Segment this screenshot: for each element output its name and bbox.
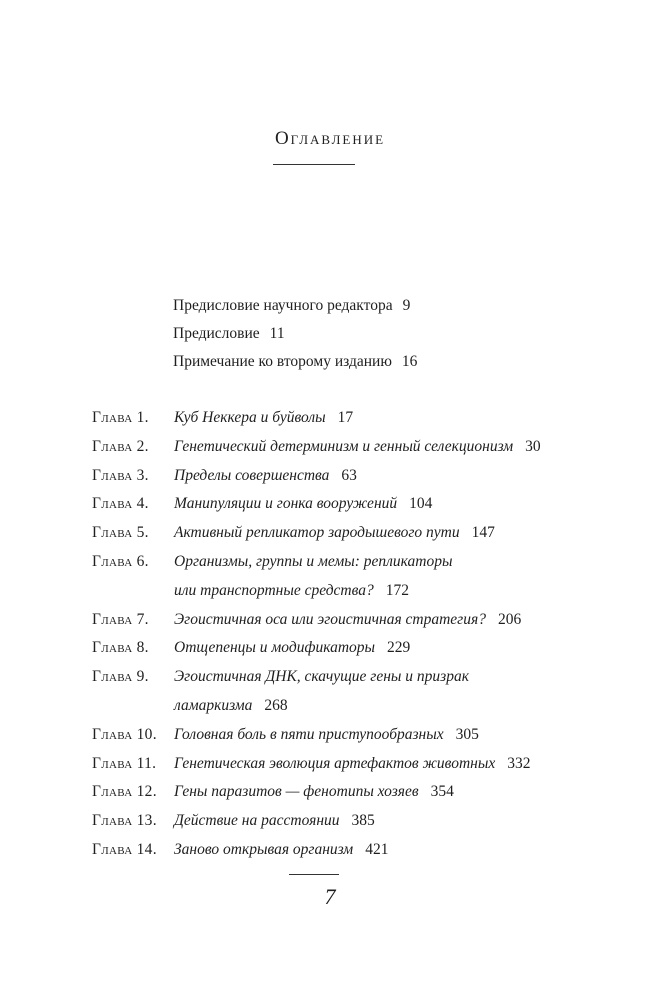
title-divider bbox=[273, 164, 355, 165]
chapter-label: Глава 7. bbox=[92, 610, 149, 628]
chapter-page: 385 bbox=[351, 812, 375, 830]
chapter-page: 30 bbox=[525, 437, 541, 455]
chapter-label: Глава 14. bbox=[92, 840, 157, 858]
chapter-label: Глава 1. bbox=[92, 409, 149, 426]
chapter-label: Глава 11. bbox=[92, 754, 157, 772]
chapter-title: Гены паразитов — фенотипы хозяев bbox=[174, 783, 419, 801]
chapter-title: Активный репликатор зародышевого пути bbox=[174, 524, 460, 542]
chapter-title: Манипуляции и гонка вооружений bbox=[174, 495, 398, 513]
front-matter-title: Предисловие научного редактора bbox=[173, 297, 393, 314]
chapter-page: 332 bbox=[507, 754, 531, 772]
chapter-title: Действие на расстоянии bbox=[174, 812, 340, 830]
chapter-page: 17 bbox=[337, 409, 354, 426]
front-matter-page: 11 bbox=[269, 325, 285, 342]
chapter-entry[interactable] bbox=[92, 634, 612, 663]
page-number: 7 bbox=[324, 884, 336, 909]
chapter-title: Эгоистичная оса или эгоистичная стратегия? bbox=[174, 610, 486, 628]
chapter-label: Глава 10. bbox=[92, 725, 157, 743]
chapter-page: 354 bbox=[430, 783, 454, 801]
chapter-title: Головная боль в пяти приступообразных bbox=[174, 725, 444, 743]
chapter-title: Куб Неккера и буйволы bbox=[174, 409, 326, 426]
chapter-entry[interactable] bbox=[92, 462, 612, 491]
chapter-page: 206 bbox=[497, 610, 522, 628]
chapter-label: Глава 12. bbox=[92, 783, 157, 801]
chapter-title-continued: или транспортные средства? bbox=[174, 581, 374, 599]
chapter-title: Генетическая эволюция артефактов животных bbox=[174, 754, 496, 772]
chapter-page: 229 bbox=[387, 639, 411, 657]
chapter-label: Глава 2. bbox=[92, 437, 149, 455]
chapter-entry[interactable] bbox=[92, 721, 612, 750]
chapter-label: Глава 9. bbox=[92, 668, 149, 686]
chapter-label: Глава 13. bbox=[92, 812, 157, 830]
chapter-title: Пределы совершенства bbox=[174, 466, 330, 484]
chapter-title: Эгоистичная ДНК, скачущие гены и призрак bbox=[174, 668, 469, 686]
chapter-title: Организмы, группы и мемы: репликаторы bbox=[174, 552, 453, 570]
chapter-page: 147 bbox=[471, 524, 495, 542]
chapter-entry[interactable] bbox=[92, 404, 612, 433]
chapter-label: Глава 6. bbox=[92, 552, 149, 570]
page-number-divider bbox=[289, 874, 339, 875]
front-matter-title: Предисловие bbox=[173, 325, 260, 342]
front-matter-page: 16 bbox=[401, 353, 418, 370]
front-matter-page: 9 bbox=[402, 297, 411, 314]
chapter-label: Глава 5. bbox=[92, 524, 149, 542]
chapter-entry[interactable] bbox=[92, 778, 612, 807]
front-matter-list bbox=[173, 292, 417, 376]
page-title: Оглавление bbox=[274, 128, 386, 149]
chapter-page: 104 bbox=[409, 495, 433, 513]
chapter-entry[interactable] bbox=[92, 663, 612, 721]
chapter-title: Заново открывая организм bbox=[174, 840, 354, 858]
chapter-title: Отщепенцы и модификаторы bbox=[174, 639, 376, 657]
chapter-list bbox=[92, 404, 612, 865]
chapter-entry[interactable] bbox=[92, 519, 612, 548]
chapter-page: 63 bbox=[341, 466, 357, 484]
chapter-entry[interactable] bbox=[92, 606, 612, 635]
front-matter-item[interactable] bbox=[173, 348, 417, 376]
chapter-entry[interactable] bbox=[92, 490, 612, 519]
chapter-title-continued: ламаркизма bbox=[174, 696, 253, 714]
front-matter-title: Примечание ко второму изданию bbox=[173, 353, 392, 370]
chapter-page: 421 bbox=[365, 840, 389, 858]
chapter-label: Глава 8. bbox=[92, 639, 149, 657]
chapter-page: 305 bbox=[455, 725, 479, 743]
chapter-entry[interactable] bbox=[92, 807, 612, 836]
chapter-label: Глава 3. bbox=[92, 466, 149, 484]
chapter-entry[interactable] bbox=[92, 548, 612, 606]
chapter-entry[interactable] bbox=[92, 433, 612, 462]
chapter-label: Глава 4. bbox=[92, 495, 149, 513]
chapter-page: 268 bbox=[264, 696, 288, 714]
chapter-entry[interactable] bbox=[92, 836, 612, 865]
chapter-page: 172 bbox=[385, 581, 409, 599]
chapter-title: Генетический детерминизм и генный селекционизм bbox=[174, 437, 514, 455]
front-matter-item[interactable] bbox=[173, 292, 417, 320]
chapter-entry[interactable] bbox=[92, 750, 612, 779]
front-matter-item[interactable] bbox=[173, 320, 417, 348]
